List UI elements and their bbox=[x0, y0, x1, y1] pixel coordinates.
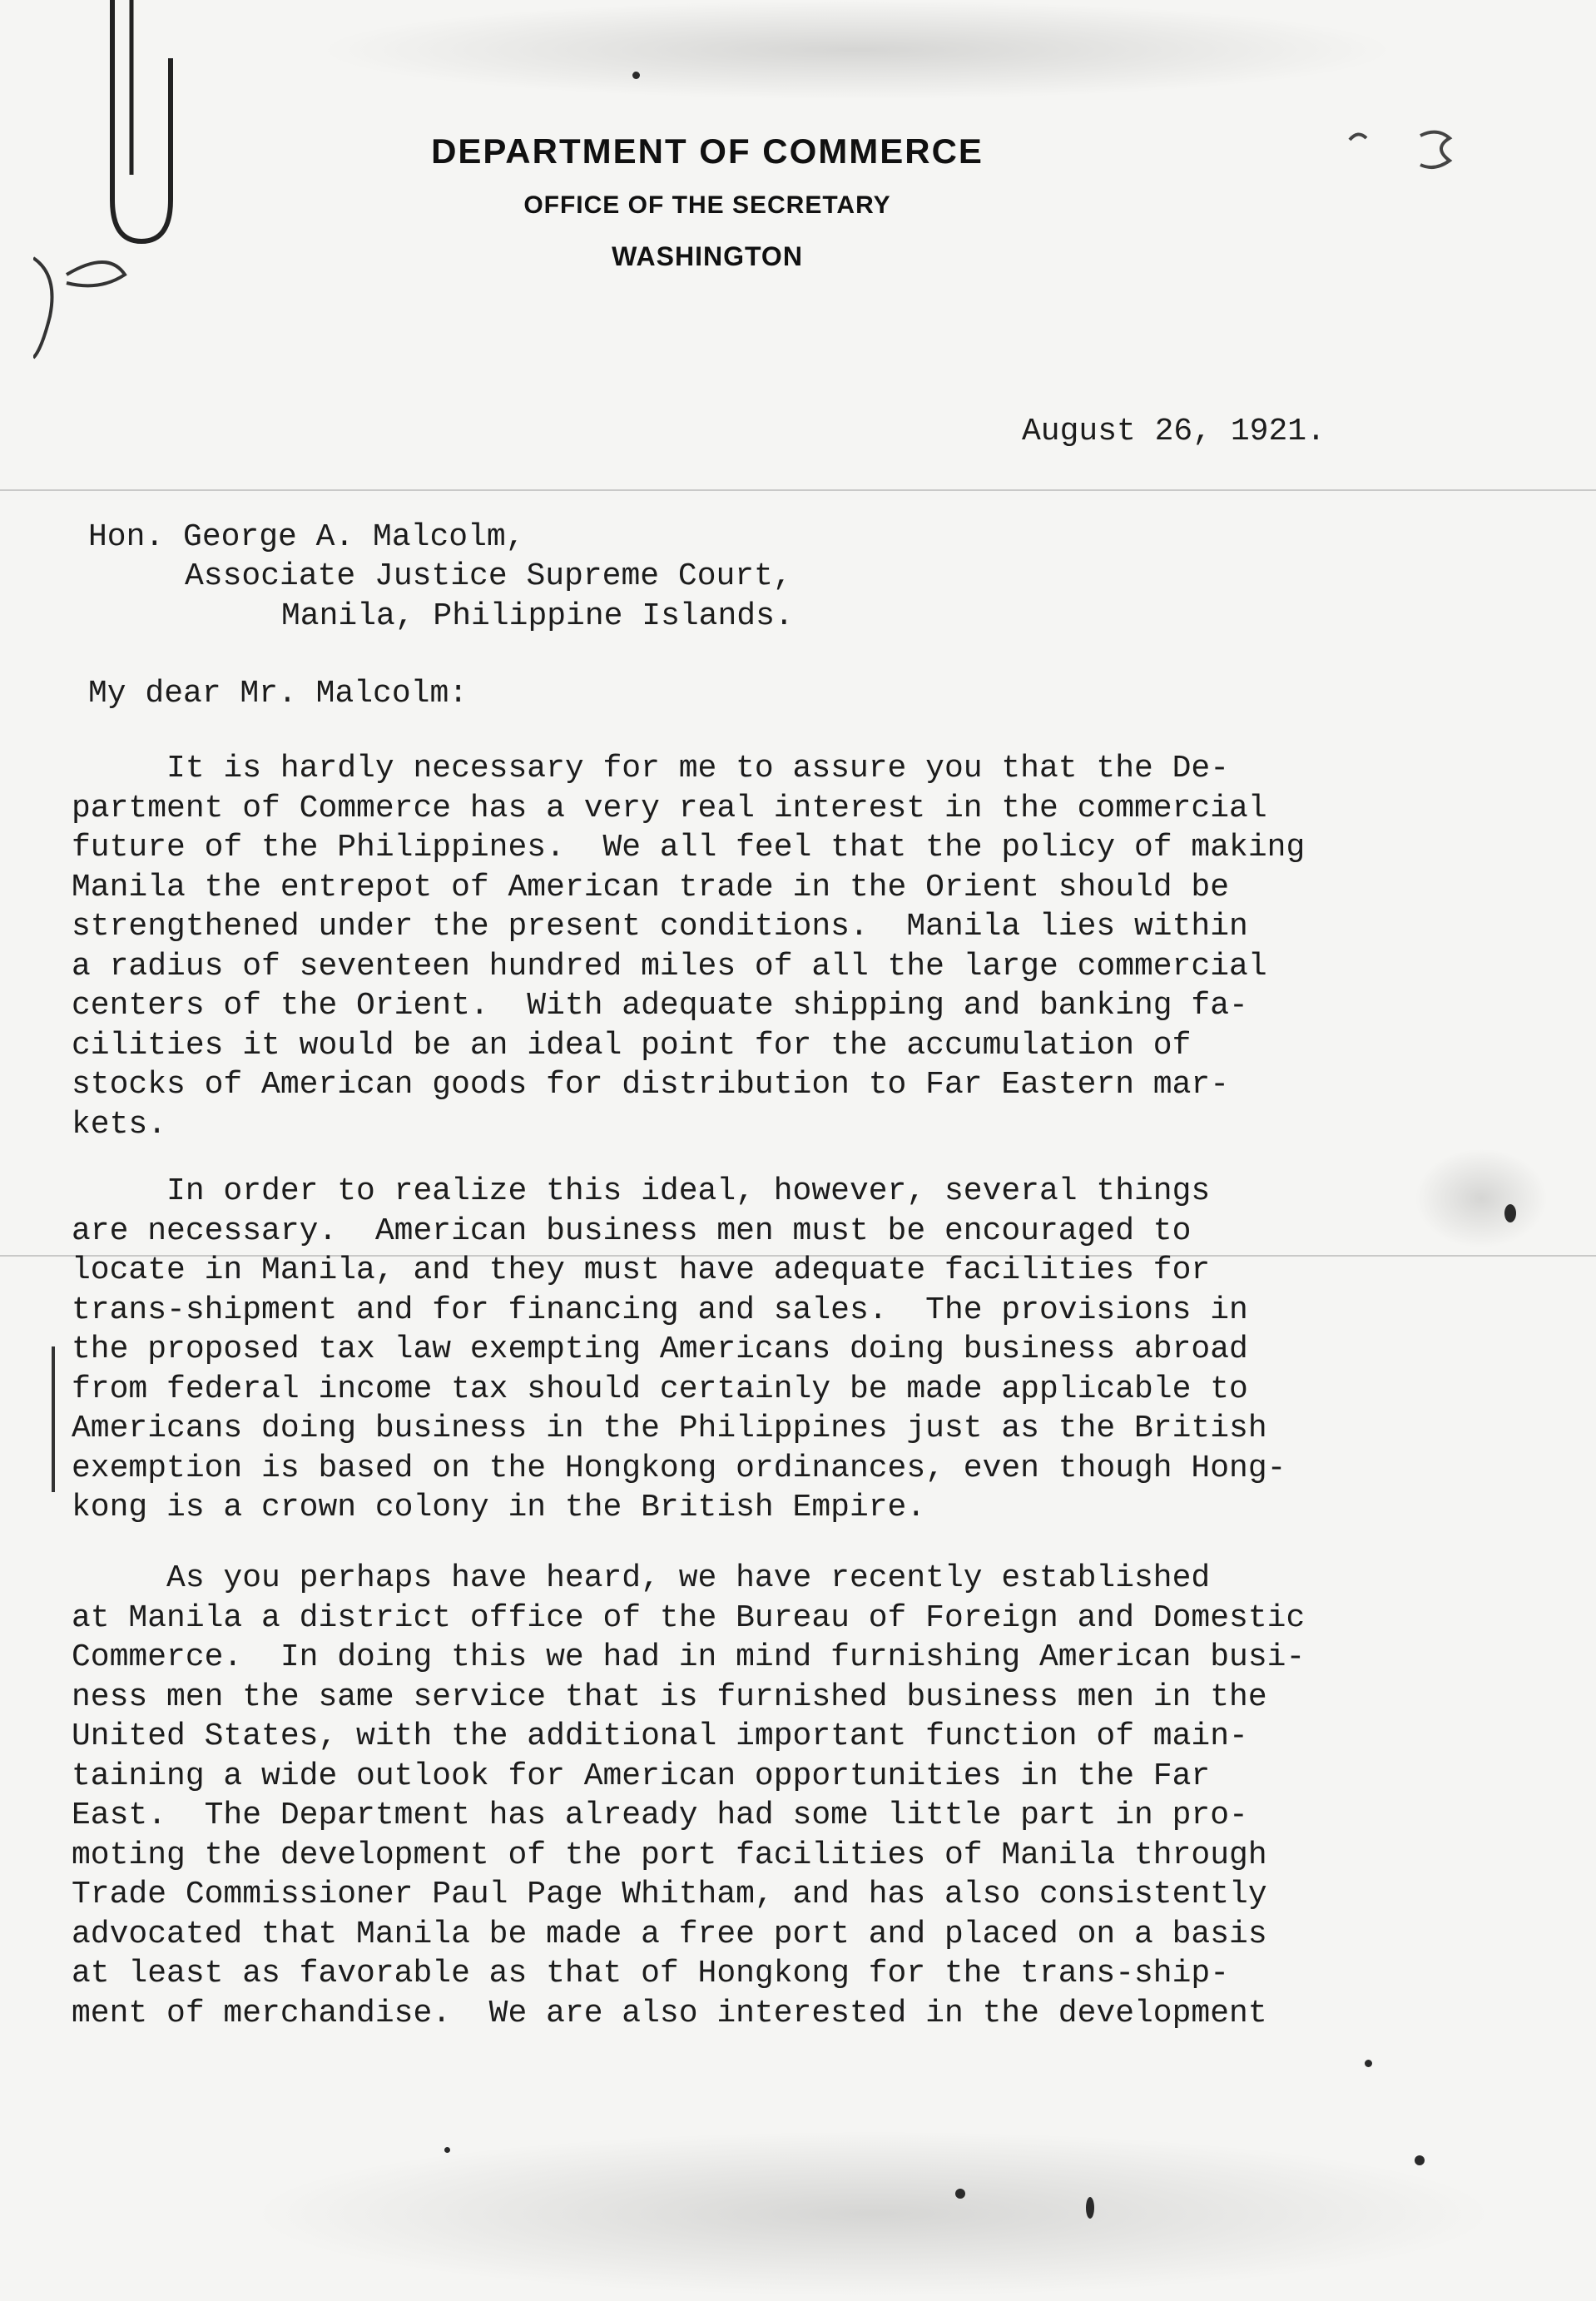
paragraph-3 bbox=[72, 1559, 1370, 2033]
address-line-3: Manila, Philippine Islands. bbox=[281, 598, 794, 634]
paragraph-line: ness men the same service that is furnished business men in the bbox=[72, 1679, 1267, 1715]
paragraph-line: ment of merchandise. We are also interested in the development bbox=[72, 1995, 1267, 2031]
address-line-2: Associate Justice Supreme Court, bbox=[185, 558, 792, 594]
paragraph-1 bbox=[72, 749, 1370, 1144]
paragraph-line: a radius of seventeen hundred miles of all the large commercial bbox=[72, 948, 1267, 984]
paragraph-line: kets. bbox=[72, 1106, 167, 1143]
paragraph-line: moting the development of the port facilities of Manila through bbox=[72, 1837, 1267, 1873]
scan-smudge bbox=[250, 2130, 1498, 2297]
speck bbox=[632, 72, 640, 79]
paragraph-line: United States, with the additional important function of main- bbox=[72, 1718, 1248, 1754]
paragraph-line: Trade Commissioner Paul Page Whitham, and has also consistently bbox=[72, 1877, 1267, 1912]
paragraph-line: from federal income tax should certainly be made applicable to bbox=[72, 1371, 1248, 1407]
paragraph-line: It is hardly necessary for me to assure you that the De- bbox=[72, 751, 1230, 786]
paragraph-line: at Manila a district office of the Bureau of Foreign and Domestic bbox=[72, 1599, 1306, 1636]
paragraph-line: In order to realize this ideal, however, several things bbox=[72, 1173, 1211, 1209]
speck bbox=[1415, 2155, 1425, 2165]
paragraph-line: taining a wide outlook for American opportunities in the Far bbox=[72, 1758, 1211, 1794]
speck bbox=[1504, 1204, 1516, 1222]
paragraph-line: future of the Philippines. We all feel that the policy of making bbox=[72, 830, 1306, 865]
salutation: My dear Mr. Malcolm: bbox=[88, 676, 468, 712]
letterhead-department: DEPARTMENT OF COMMERCE bbox=[431, 131, 984, 171]
scan-smudge bbox=[1415, 1148, 1548, 1248]
paragraph-line: kong is a crown colony in the British Empire. bbox=[72, 1490, 926, 1525]
paragraph-line: stocks of American goods for distribution to Far Eastern mar- bbox=[72, 1067, 1230, 1103]
letterhead-city: WASHINGTON bbox=[612, 241, 803, 271]
scan-smudge bbox=[316, 0, 1398, 100]
paragraph-line: Americans doing business in the Philippines just as the British bbox=[72, 1411, 1267, 1446]
paragraph-line: the proposed tax law exempting Americans doing business abroad bbox=[72, 1332, 1248, 1367]
paragraph-line: East. The Department has already had some little part in pro- bbox=[72, 1798, 1248, 1833]
paper-clip-icon bbox=[33, 0, 183, 366]
paragraph-line: strengthened under the present conditions. Manila lies within bbox=[72, 909, 1248, 945]
paragraph-line: partment of Commerce has a very real interest in the commercial bbox=[72, 790, 1267, 826]
paragraph-line: As you perhaps have heard, we have recently established bbox=[72, 1560, 1211, 1596]
paragraph-line: centers of the Orient. With adequate shipping and banking fa- bbox=[72, 988, 1248, 1024]
paragraph-line: at least as favorable as that of Hongkong for the trans-ship- bbox=[72, 1956, 1230, 1991]
paragraph-line: trans-shipment and for financing and sales. The provisions in bbox=[72, 1292, 1248, 1328]
speck bbox=[955, 2189, 965, 2199]
speck bbox=[1086, 2197, 1094, 2219]
speck bbox=[444, 2147, 450, 2153]
paragraph-line: Commerce. In doing this we had in mind furnishing American busi- bbox=[72, 1639, 1306, 1675]
paragraph-line: locate in Manila, and they must have adequate facilities for bbox=[72, 1252, 1211, 1288]
paragraph-line: Manila the entrepot of American trade in the Orient should be bbox=[72, 869, 1230, 905]
paragraph-line: cilities it would be an ideal point for the accumulation of bbox=[72, 1027, 1192, 1064]
paragraph-line: are necessary. American business men must be encouraged to bbox=[72, 1212, 1192, 1249]
speck bbox=[1365, 2060, 1372, 2067]
letterhead-office: OFFICE OF THE SECRETARY bbox=[523, 191, 891, 219]
margin-line bbox=[52, 1346, 55, 1492]
paragraph-line: advocated that Manila be made a free port and placed on a basis bbox=[72, 1916, 1267, 1952]
fold-line bbox=[0, 489, 1596, 491]
paragraph-2 bbox=[72, 1172, 1370, 1528]
paragraph-line: exemption is based on the Hongkong ordinances, even though Hong- bbox=[72, 1450, 1286, 1486]
letter-date: August 26, 1921. bbox=[1022, 414, 1326, 449]
address-line-1: Hon. George A. Malcolm, bbox=[88, 519, 525, 555]
